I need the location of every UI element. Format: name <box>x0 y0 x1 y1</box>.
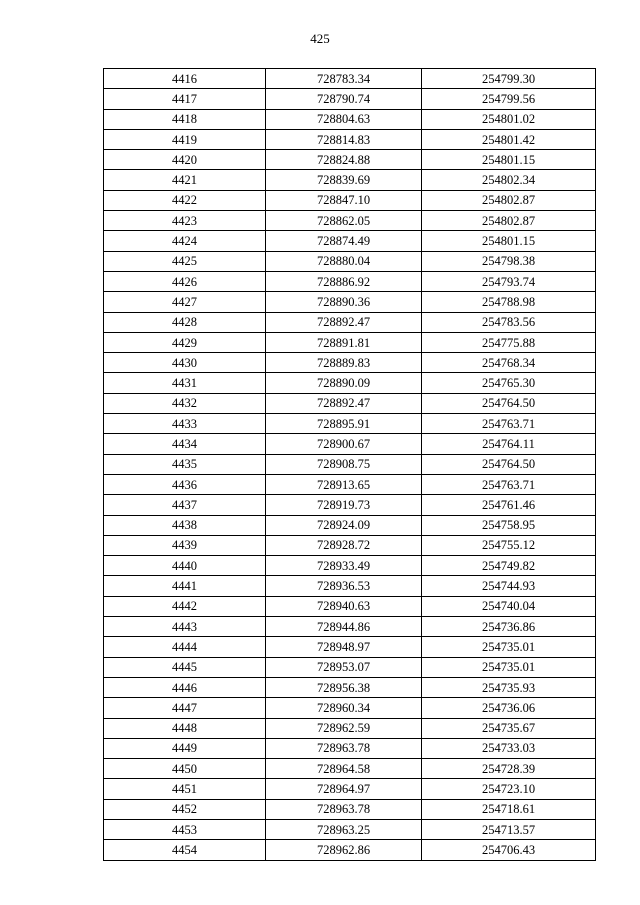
table-row <box>104 150 596 170</box>
table-row <box>104 738 596 758</box>
table-row <box>104 799 596 819</box>
y-coordinate-cell: 254764.50 <box>422 393 596 413</box>
x-coordinate-cell: 728890.09 <box>266 373 422 393</box>
point-number-cell: 4421 <box>104 170 266 190</box>
y-coordinate-cell: 254768.34 <box>422 353 596 373</box>
table-row <box>104 414 596 434</box>
point-number-cell: 4446 <box>104 677 266 697</box>
table-row <box>104 515 596 535</box>
point-number-cell: 4429 <box>104 332 266 352</box>
point-number-cell: 4425 <box>104 251 266 271</box>
x-coordinate-cell: 728890.36 <box>266 292 422 312</box>
y-coordinate-cell: 254740.04 <box>422 596 596 616</box>
x-coordinate-cell: 728963.25 <box>266 819 422 839</box>
y-coordinate-cell: 254775.88 <box>422 332 596 352</box>
y-coordinate-cell: 254801.42 <box>422 129 596 149</box>
point-number-cell: 4442 <box>104 596 266 616</box>
x-coordinate-cell: 728892.47 <box>266 312 422 332</box>
y-coordinate-cell: 254744.93 <box>422 576 596 596</box>
x-coordinate-cell: 728953.07 <box>266 657 422 677</box>
coordinates-table <box>103 68 596 861</box>
page-number: 425 <box>310 31 330 46</box>
y-coordinate-cell: 254763.71 <box>422 474 596 494</box>
table-row <box>104 576 596 596</box>
table-row <box>104 718 596 738</box>
point-number-cell: 4423 <box>104 211 266 231</box>
table-row <box>104 353 596 373</box>
x-coordinate-cell: 728956.38 <box>266 677 422 697</box>
x-coordinate-cell: 728919.73 <box>266 495 422 515</box>
y-coordinate-cell: 254799.56 <box>422 89 596 109</box>
coordinates-table-body <box>104 69 596 861</box>
y-coordinate-cell: 254758.95 <box>422 515 596 535</box>
point-number-cell: 4420 <box>104 150 266 170</box>
y-coordinate-cell: 254798.38 <box>422 251 596 271</box>
y-coordinate-cell: 254728.39 <box>422 759 596 779</box>
y-coordinate-cell: 254735.93 <box>422 677 596 697</box>
point-number-cell: 4436 <box>104 474 266 494</box>
y-coordinate-cell: 254802.87 <box>422 211 596 231</box>
y-coordinate-cell: 254713.57 <box>422 819 596 839</box>
x-coordinate-cell: 728908.75 <box>266 454 422 474</box>
point-number-cell: 4431 <box>104 373 266 393</box>
x-coordinate-cell: 728948.97 <box>266 637 422 657</box>
x-coordinate-cell: 728964.97 <box>266 779 422 799</box>
y-coordinate-cell: 254706.43 <box>422 840 596 860</box>
table-row <box>104 292 596 312</box>
y-coordinate-cell: 254764.11 <box>422 434 596 454</box>
x-coordinate-cell: 728880.04 <box>266 251 422 271</box>
y-coordinate-cell: 254736.06 <box>422 698 596 718</box>
table-row <box>104 535 596 555</box>
point-number-cell: 4445 <box>104 657 266 677</box>
point-number-cell: 4427 <box>104 292 266 312</box>
point-number-cell: 4435 <box>104 454 266 474</box>
table-row <box>104 129 596 149</box>
point-number-cell: 4417 <box>104 89 266 109</box>
x-coordinate-cell: 728847.10 <box>266 190 422 210</box>
y-coordinate-cell: 254733.03 <box>422 738 596 758</box>
y-coordinate-cell: 254749.82 <box>422 556 596 576</box>
x-coordinate-cell: 728940.63 <box>266 596 422 616</box>
point-number-cell: 4416 <box>104 69 266 89</box>
table-row <box>104 170 596 190</box>
x-coordinate-cell: 728963.78 <box>266 799 422 819</box>
y-coordinate-cell: 254735.01 <box>422 637 596 657</box>
table-row <box>104 251 596 271</box>
x-coordinate-cell: 728891.81 <box>266 332 422 352</box>
table-row <box>104 474 596 494</box>
x-coordinate-cell: 728960.34 <box>266 698 422 718</box>
point-number-cell: 4447 <box>104 698 266 718</box>
x-coordinate-cell: 728933.49 <box>266 556 422 576</box>
table-row <box>104 617 596 637</box>
table-row <box>104 109 596 129</box>
table-row <box>104 271 596 291</box>
table-row <box>104 759 596 779</box>
table-row <box>104 698 596 718</box>
x-coordinate-cell: 728962.59 <box>266 718 422 738</box>
table-row <box>104 373 596 393</box>
point-number-cell: 4444 <box>104 637 266 657</box>
point-number-cell: 4448 <box>104 718 266 738</box>
y-coordinate-cell: 254802.34 <box>422 170 596 190</box>
point-number-cell: 4441 <box>104 576 266 596</box>
y-coordinate-cell: 254718.61 <box>422 799 596 819</box>
y-coordinate-cell: 254788.98 <box>422 292 596 312</box>
point-number-cell: 4438 <box>104 515 266 535</box>
point-number-cell: 4430 <box>104 353 266 373</box>
y-coordinate-cell: 254735.01 <box>422 657 596 677</box>
y-coordinate-cell: 254755.12 <box>422 535 596 555</box>
point-number-cell: 4454 <box>104 840 266 860</box>
y-coordinate-cell: 254735.67 <box>422 718 596 738</box>
x-coordinate-cell: 728964.58 <box>266 759 422 779</box>
x-coordinate-cell: 728962.86 <box>266 840 422 860</box>
table-row <box>104 495 596 515</box>
x-coordinate-cell: 728804.63 <box>266 109 422 129</box>
point-number-cell: 4453 <box>104 819 266 839</box>
x-coordinate-cell: 728889.83 <box>266 353 422 373</box>
x-coordinate-cell: 728913.65 <box>266 474 422 494</box>
table-row <box>104 840 596 860</box>
point-number-cell: 4434 <box>104 434 266 454</box>
table-row <box>104 657 596 677</box>
x-coordinate-cell: 728936.53 <box>266 576 422 596</box>
x-coordinate-cell: 728783.34 <box>266 69 422 89</box>
table-row <box>104 556 596 576</box>
point-number-cell: 4428 <box>104 312 266 332</box>
point-number-cell: 4451 <box>104 779 266 799</box>
table-row <box>104 454 596 474</box>
point-number-cell: 4433 <box>104 414 266 434</box>
table-row <box>104 677 596 697</box>
table-row <box>104 596 596 616</box>
x-coordinate-cell: 728895.91 <box>266 414 422 434</box>
x-coordinate-cell: 728814.83 <box>266 129 422 149</box>
table-row <box>104 637 596 657</box>
x-coordinate-cell: 728900.67 <box>266 434 422 454</box>
point-number-cell: 4419 <box>104 129 266 149</box>
point-number-cell: 4432 <box>104 393 266 413</box>
y-coordinate-cell: 254764.50 <box>422 454 596 474</box>
y-coordinate-cell: 254765.30 <box>422 373 596 393</box>
x-coordinate-cell: 728874.49 <box>266 231 422 251</box>
table-row <box>104 312 596 332</box>
x-coordinate-cell: 728824.88 <box>266 150 422 170</box>
x-coordinate-cell: 728944.86 <box>266 617 422 637</box>
y-coordinate-cell: 254802.87 <box>422 190 596 210</box>
x-coordinate-cell: 728892.47 <box>266 393 422 413</box>
point-number-cell: 4443 <box>104 617 266 637</box>
table-row <box>104 393 596 413</box>
y-coordinate-cell: 254736.86 <box>422 617 596 637</box>
point-number-cell: 4422 <box>104 190 266 210</box>
y-coordinate-cell: 254793.74 <box>422 271 596 291</box>
y-coordinate-cell: 254761.46 <box>422 495 596 515</box>
table-row <box>104 434 596 454</box>
y-coordinate-cell: 254801.15 <box>422 150 596 170</box>
point-number-cell: 4449 <box>104 738 266 758</box>
x-coordinate-cell: 728963.78 <box>266 738 422 758</box>
table-row <box>104 779 596 799</box>
point-number-cell: 4450 <box>104 759 266 779</box>
y-coordinate-cell: 254801.15 <box>422 231 596 251</box>
table-row <box>104 69 596 89</box>
table-row <box>104 819 596 839</box>
point-number-cell: 4426 <box>104 271 266 291</box>
point-number-cell: 4418 <box>104 109 266 129</box>
x-coordinate-cell: 728790.74 <box>266 89 422 109</box>
x-coordinate-cell: 728928.72 <box>266 535 422 555</box>
y-coordinate-cell: 254783.56 <box>422 312 596 332</box>
table-row <box>104 211 596 231</box>
x-coordinate-cell: 728886.92 <box>266 271 422 291</box>
table-row <box>104 332 596 352</box>
x-coordinate-cell: 728839.69 <box>266 170 422 190</box>
point-number-cell: 4424 <box>104 231 266 251</box>
y-coordinate-cell: 254763.71 <box>422 414 596 434</box>
point-number-cell: 4439 <box>104 535 266 555</box>
table-row <box>104 231 596 251</box>
table-row <box>104 190 596 210</box>
point-number-cell: 4440 <box>104 556 266 576</box>
x-coordinate-cell: 728924.09 <box>266 515 422 535</box>
point-number-cell: 4452 <box>104 799 266 819</box>
table-row <box>104 89 596 109</box>
y-coordinate-cell: 254723.10 <box>422 779 596 799</box>
point-number-cell: 4437 <box>104 495 266 515</box>
x-coordinate-cell: 728862.05 <box>266 211 422 231</box>
y-coordinate-cell: 254799.30 <box>422 69 596 89</box>
y-coordinate-cell: 254801.02 <box>422 109 596 129</box>
